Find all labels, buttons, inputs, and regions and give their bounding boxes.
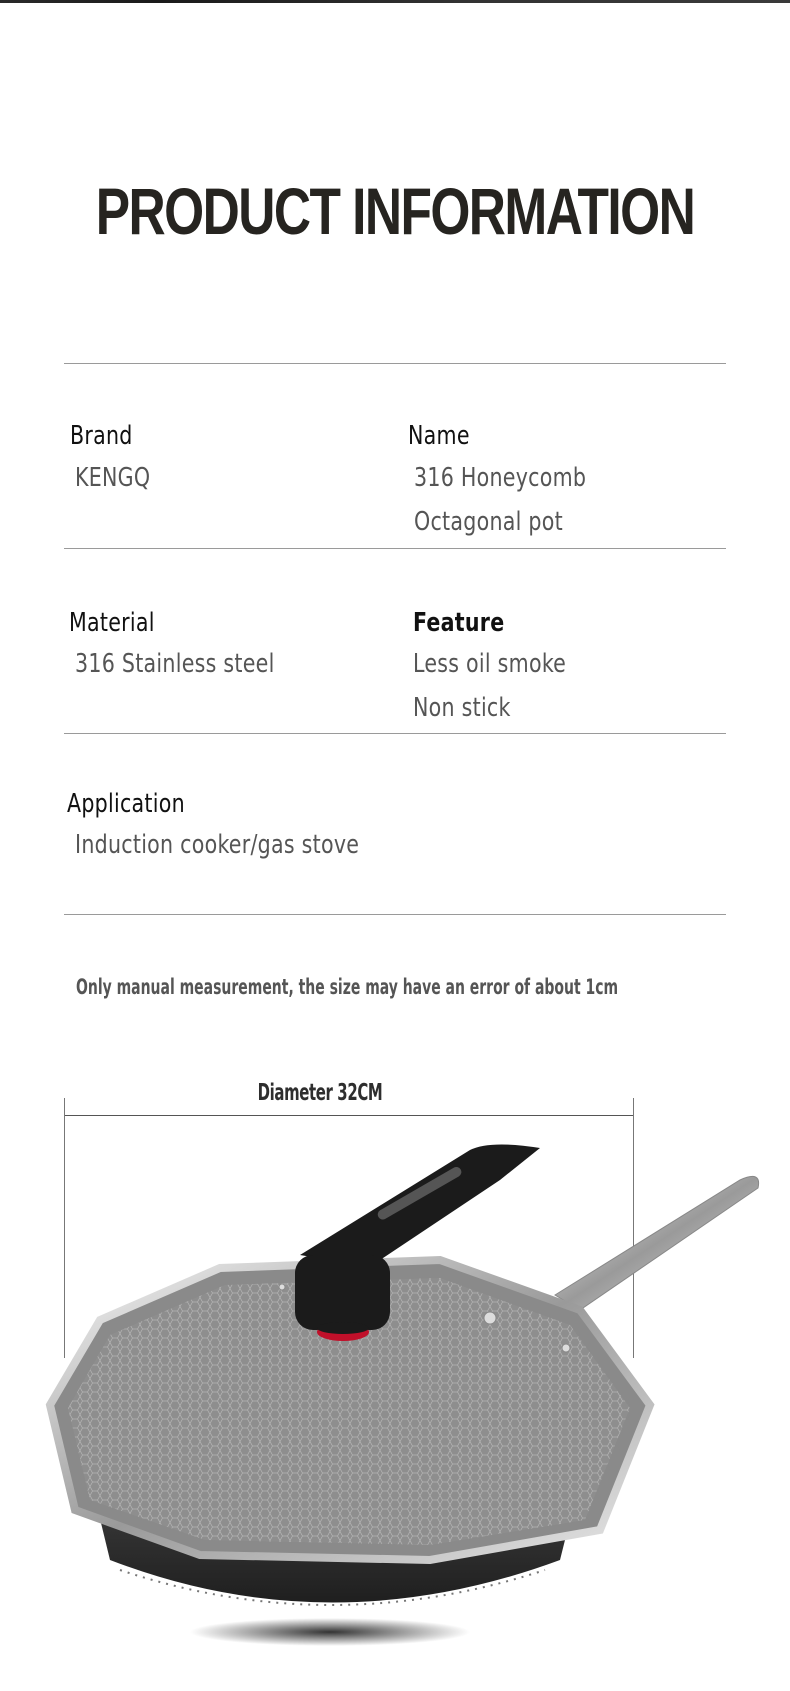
page-title: PRODUCT INFORMATION <box>95 174 695 248</box>
spec-value-brand: KENGQ <box>75 463 151 493</box>
top-border-bar <box>0 0 790 3</box>
spec-label-brand: Brand <box>70 421 133 451</box>
spec-label-name: Name <box>408 421 470 451</box>
spec-label-application: Application <box>67 789 185 819</box>
diameter-label: Diameter 32CM <box>257 1080 383 1106</box>
divider <box>64 548 726 549</box>
divider <box>64 733 726 734</box>
divider <box>64 914 726 915</box>
spec-value-feature-line2: Non stick <box>413 693 511 723</box>
spec-value-application: Induction cooker/gas stove <box>75 830 360 860</box>
spec-label-material: Material <box>69 608 155 638</box>
spec-value-name-line2: Octagonal pot <box>414 507 563 537</box>
spec-value-material: 316 Stainless steel <box>75 649 275 679</box>
spec-value-name-line1: 316 Honeycomb <box>414 463 587 493</box>
octagonal-wok-icon <box>0 1140 790 1687</box>
measurement-note: Only manual measurement, the size may have an error of about 1cm <box>76 975 619 999</box>
spec-label-feature: Feature <box>413 608 505 638</box>
spec-value-feature-line1: Less oil smoke <box>413 649 567 679</box>
product-image <box>0 1140 790 1687</box>
divider <box>64 363 726 364</box>
diameter-line <box>64 1115 634 1116</box>
